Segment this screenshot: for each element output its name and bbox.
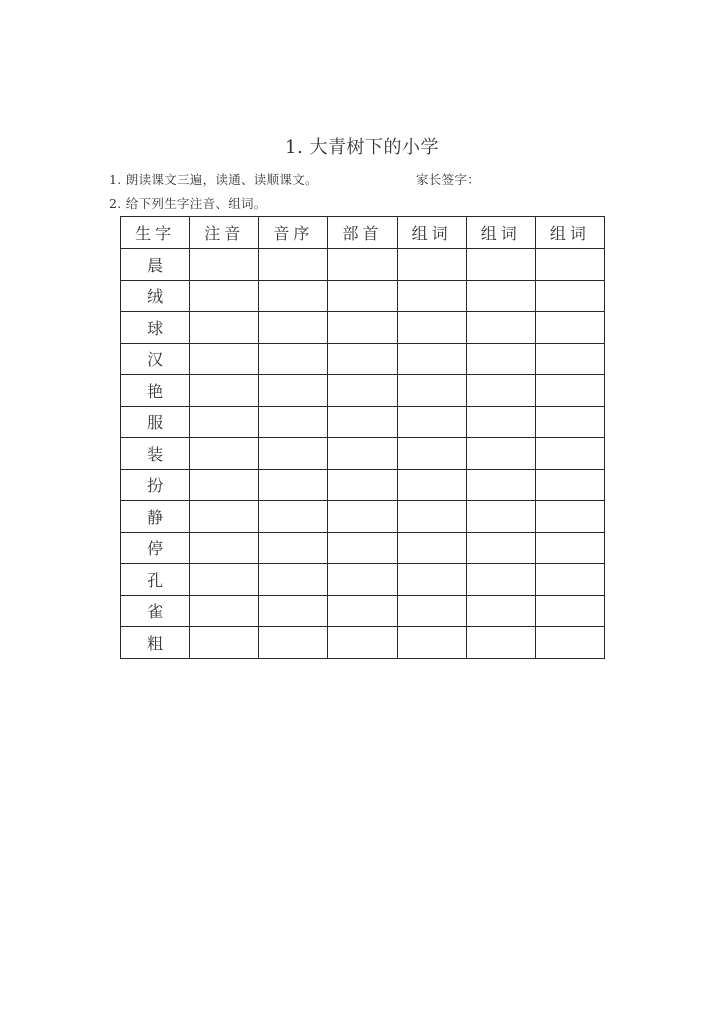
index-letter-cell[interactable] (259, 564, 328, 596)
table-row (121, 438, 605, 470)
word-cell[interactable] (466, 501, 535, 533)
table-row (121, 532, 605, 564)
character-cell: 球 (121, 312, 190, 344)
word-cell[interactable] (535, 406, 604, 438)
word-cell[interactable] (466, 469, 535, 501)
header-pinyin: 注音 (190, 217, 259, 249)
word-cell[interactable] (466, 280, 535, 312)
pinyin-cell[interactable] (190, 627, 259, 659)
word-cell[interactable] (397, 280, 466, 312)
pinyin-cell[interactable] (190, 280, 259, 312)
index-letter-cell[interactable] (259, 375, 328, 407)
word-cell[interactable] (397, 406, 466, 438)
table-row (121, 469, 605, 501)
pinyin-cell[interactable] (190, 438, 259, 470)
index-letter-cell[interactable] (259, 501, 328, 533)
word-cell[interactable] (535, 627, 604, 659)
character-cell: 扮 (121, 469, 190, 501)
word-cell[interactable] (466, 343, 535, 375)
index-letter-cell[interactable] (259, 438, 328, 470)
word-cell[interactable] (397, 595, 466, 627)
word-cell[interactable] (535, 501, 604, 533)
character-cell: 雀 (121, 595, 190, 627)
character-cell: 艳 (121, 375, 190, 407)
radical-cell[interactable] (328, 532, 397, 564)
radical-cell[interactable] (328, 564, 397, 596)
table-row (121, 627, 605, 659)
radical-cell[interactable] (328, 501, 397, 533)
index-letter-cell[interactable] (259, 595, 328, 627)
index-letter-cell[interactable] (259, 406, 328, 438)
table-row (121, 501, 605, 533)
parent-signature-label: 家长签字： (416, 172, 481, 187)
word-cell[interactable] (535, 532, 604, 564)
header-word-3: 组词 (535, 217, 604, 249)
word-cell[interactable] (397, 627, 466, 659)
character-cell: 孔 (121, 564, 190, 596)
radical-cell[interactable] (328, 249, 397, 281)
word-cell[interactable] (397, 501, 466, 533)
table-row (121, 343, 605, 375)
table-row (121, 564, 605, 596)
pinyin-cell[interactable] (190, 406, 259, 438)
radical-cell[interactable] (328, 375, 397, 407)
word-cell[interactable] (397, 564, 466, 596)
table-row (121, 595, 605, 627)
header-index-letter: 音序 (259, 217, 328, 249)
table-row (121, 280, 605, 312)
pinyin-cell[interactable] (190, 532, 259, 564)
radical-cell[interactable] (328, 438, 397, 470)
character-cell: 服 (121, 406, 190, 438)
table-header-row (121, 217, 605, 249)
header-word-2: 组词 (466, 217, 535, 249)
word-cell[interactable] (466, 312, 535, 344)
word-cell[interactable] (397, 312, 466, 344)
pinyin-cell[interactable] (190, 595, 259, 627)
index-letter-cell[interactable] (259, 312, 328, 344)
instruction-1: 1. 朗读课文三遍，读通、读顺课文。 (109, 172, 318, 187)
pinyin-cell[interactable] (190, 249, 259, 281)
instruction-2: 2. 给下列生字注音、组词。 (109, 196, 267, 211)
radical-cell[interactable] (328, 595, 397, 627)
header-character: 生字 (121, 217, 190, 249)
word-cell[interactable] (535, 595, 604, 627)
word-cell[interactable] (535, 564, 604, 596)
character-cell: 停 (121, 532, 190, 564)
pinyin-cell[interactable] (190, 501, 259, 533)
character-cell: 静 (121, 501, 190, 533)
character-cell: 汉 (121, 343, 190, 375)
table-row (121, 406, 605, 438)
word-cell[interactable] (466, 627, 535, 659)
table-row (121, 375, 605, 407)
pinyin-cell[interactable] (190, 375, 259, 407)
radical-cell[interactable] (328, 627, 397, 659)
word-cell[interactable] (397, 532, 466, 564)
word-cell[interactable] (466, 595, 535, 627)
word-cell[interactable] (466, 532, 535, 564)
index-letter-cell[interactable] (259, 469, 328, 501)
character-cell: 粗 (121, 627, 190, 659)
radical-cell[interactable] (328, 469, 397, 501)
word-cell[interactable] (535, 249, 604, 281)
character-cell: 绒 (121, 280, 190, 312)
pinyin-cell[interactable] (190, 312, 259, 344)
table-row (121, 249, 605, 281)
pinyin-cell[interactable] (190, 343, 259, 375)
word-cell[interactable] (535, 280, 604, 312)
word-cell[interactable] (397, 375, 466, 407)
word-cell[interactable] (466, 406, 535, 438)
index-letter-cell[interactable] (259, 249, 328, 281)
table-body (121, 249, 605, 659)
word-cell[interactable] (397, 249, 466, 281)
word-cell[interactable] (397, 469, 466, 501)
character-cell: 装 (121, 438, 190, 470)
index-letter-cell[interactable] (259, 532, 328, 564)
index-letter-cell[interactable] (259, 280, 328, 312)
header-radical: 部首 (328, 217, 397, 249)
index-letter-cell[interactable] (259, 627, 328, 659)
word-cell[interactable] (535, 438, 604, 470)
character-table (120, 216, 605, 659)
index-letter-cell[interactable] (259, 343, 328, 375)
pinyin-cell[interactable] (190, 564, 259, 596)
word-cell[interactable] (535, 469, 604, 501)
word-cell[interactable] (535, 312, 604, 344)
table-row (121, 312, 605, 344)
radical-cell[interactable] (328, 406, 397, 438)
word-cell[interactable] (466, 438, 535, 470)
word-cell[interactable] (466, 249, 535, 281)
radical-cell[interactable] (328, 312, 397, 344)
page-title: 1. 大青树下的小学 (285, 137, 439, 158)
character-cell: 晨 (121, 249, 190, 281)
word-cell[interactable] (397, 343, 466, 375)
radical-cell[interactable] (328, 343, 397, 375)
word-cell[interactable] (535, 343, 604, 375)
pinyin-cell[interactable] (190, 469, 259, 501)
word-cell[interactable] (535, 375, 604, 407)
word-cell[interactable] (466, 564, 535, 596)
radical-cell[interactable] (328, 280, 397, 312)
word-cell[interactable] (397, 438, 466, 470)
header-word-1: 组词 (397, 217, 466, 249)
word-cell[interactable] (466, 375, 535, 407)
